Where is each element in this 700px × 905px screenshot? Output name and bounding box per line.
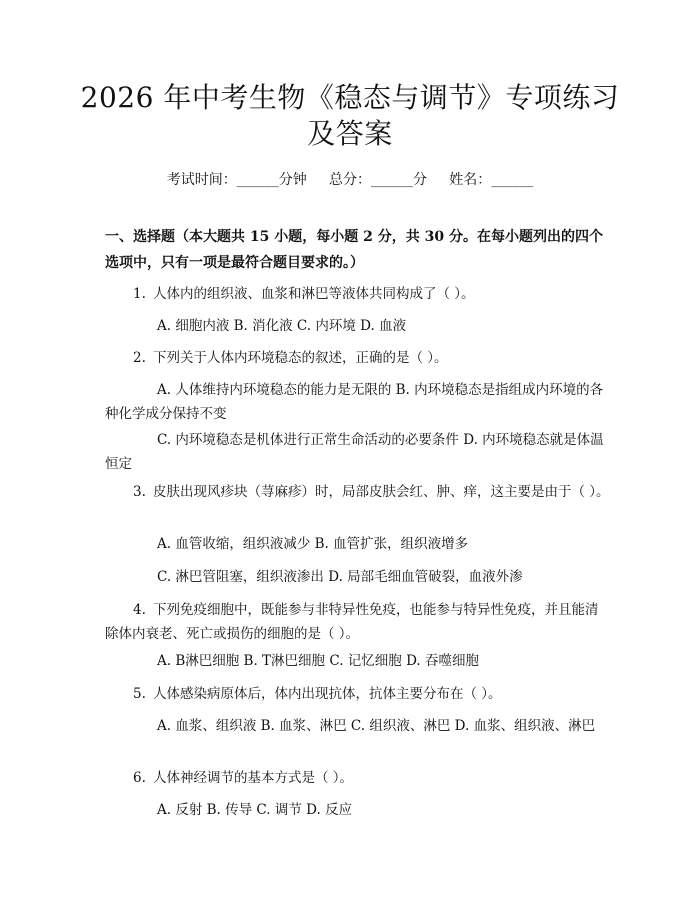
question-2	[105, 346, 610, 370]
question-number: 4.	[133, 602, 146, 618]
question-3-options-2: C. 淋巴管阻塞，组织液渗出 D. 局部毛细血管破裂，血液外渗	[157, 569, 523, 585]
question-stem: 人体神经调节的基本方式是（ ）。	[153, 770, 354, 786]
question-number: 3.	[133, 484, 146, 500]
question-stem: 人体感染病原体后，体内出现抗体，抗体主要分布在（ ）。	[153, 686, 502, 702]
question-1-options-1: A. 细胞内液 B. 消化液 C. 内环境 D. 血液	[157, 318, 407, 334]
question-3	[105, 480, 610, 504]
question-number: 5.	[133, 686, 146, 702]
question-3-options-1: A. 血管收缩，组织液减少 B. 血管扩张，组织液增多	[157, 536, 469, 552]
question-6-options-1: A. 反射 B. 传导 C. 调节 D. 反应	[157, 802, 353, 818]
question-4-options-1: A. B淋巴细胞 B. T淋巴细胞 C. 记忆细胞 D. 吞噬细胞	[157, 653, 479, 669]
question-4	[105, 598, 610, 646]
question-6	[105, 766, 610, 790]
question-2-options-1: A. 人体维持内环境稳态的能力是无限的 B. 内环境稳态是指组成内环境的各种化学成分保持不变	[105, 382, 604, 422]
question-number: 1.	[133, 286, 146, 302]
question-stem: 人体内的组织液、血浆和淋巴等液体共同构成了（ ）。	[153, 286, 475, 302]
question-stem: 下列关于人体内环境稳态的叙述，正确的是（ ）。	[153, 350, 448, 366]
document-title: 2026 年中考生物《稳态与调节》专项练习及答案	[80, 81, 620, 150]
question-number: 6.	[133, 770, 146, 786]
question-5	[105, 682, 610, 706]
question-2-options-2: C. 内环境稳态是机体进行正常生命活动的必要条件 D. 内环境稳态就是体温恒定	[105, 432, 604, 472]
question-1	[105, 282, 610, 306]
question-5-options-1: A. 血浆、组织液 B. 血浆、淋巴 C. 组织液、淋巴 D. 血浆、组织液、淋巴	[157, 718, 596, 734]
exam-info-line: 考试时间：______分钟 总分：______分 姓名：______	[166, 172, 534, 188]
question-stem: 下列免疫细胞中，既能参与非特异性免疫，也能参与特异性免疫，并且能清除体内衰老、死亡或损伤的细胞的是（ ）。	[105, 602, 599, 642]
section-heading: 一、选择题（本大题共 15 小题，每小题 2 分，共 30 分。在每小题列出的四个选项中，只有一项是最符合题目要求的。）	[105, 229, 603, 271]
question-number: 2.	[133, 350, 146, 366]
question-stem: 皮肤出现风疹块（荨麻疹）时，局部皮肤会红、肿、痒，这主要是由于（ ）。	[153, 484, 610, 500]
